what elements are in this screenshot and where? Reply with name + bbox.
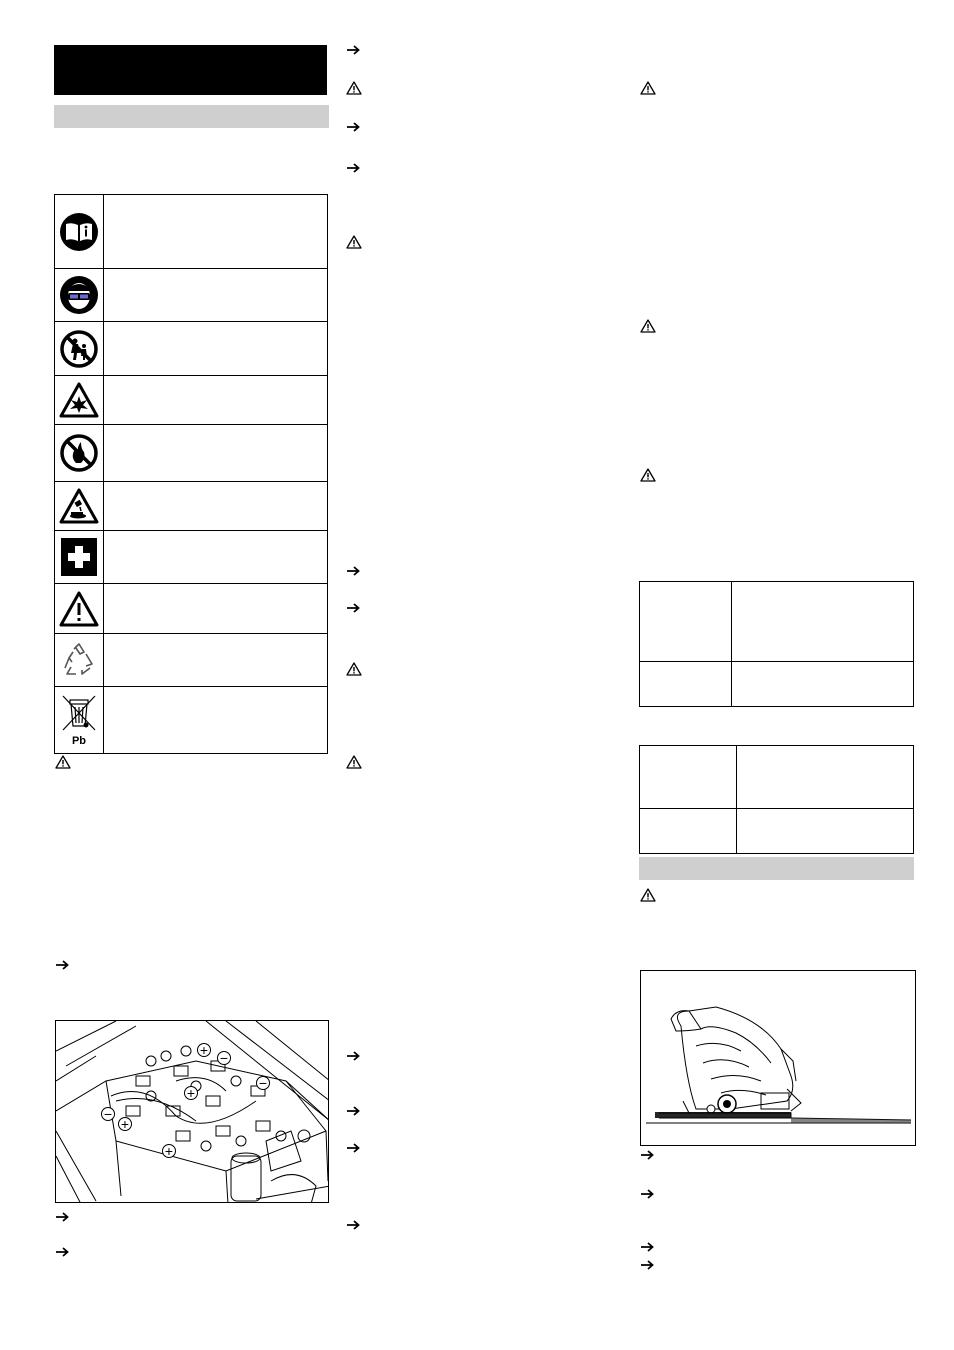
section-heading-bar <box>54 105 329 128</box>
symbol-row <box>55 584 327 634</box>
polarity-mark <box>185 1085 198 1101</box>
polarity-mark <box>198 1042 211 1058</box>
arrow-right-icon <box>640 1240 656 1254</box>
warning-triangle-icon <box>346 755 362 769</box>
svg-text:+: + <box>186 1085 196 1101</box>
read-manual-icon <box>59 212 99 252</box>
arrow-right-icon <box>346 564 362 578</box>
recycling-icon <box>59 640 99 680</box>
arrow-right-icon <box>55 1210 71 1224</box>
table-row <box>640 582 913 662</box>
arrow-right-icon <box>346 43 362 57</box>
arrow-right-icon <box>346 1049 362 1063</box>
info-table-1 <box>639 581 914 707</box>
polarity-mark <box>119 1116 132 1132</box>
symbol-row <box>55 531 327 584</box>
section-title-block <box>54 45 327 95</box>
symbol-row <box>55 425 327 482</box>
keep-children-away-icon <box>59 329 99 369</box>
warning-triangle-icon <box>640 468 656 482</box>
symbol-row <box>55 376 327 425</box>
arrow-right-icon <box>55 1245 71 1259</box>
warning-triangle-icon <box>640 319 656 333</box>
table-row <box>640 662 913 706</box>
section-heading-bar <box>639 857 914 880</box>
explosion-hazard-icon <box>59 382 99 418</box>
battery-illustration <box>56 1021 329 1203</box>
general-warning-icon <box>59 591 99 627</box>
svg-text:+: + <box>199 1042 209 1058</box>
warning-triangle-icon <box>55 755 71 769</box>
pb-label: Pb <box>71 735 87 747</box>
eye-protection-icon <box>59 275 99 315</box>
crossed-bin-pb-icon <box>59 692 99 748</box>
symbol-row <box>55 195 327 269</box>
safety-symbols-table <box>54 194 328 754</box>
svg-text:+: + <box>164 1143 174 1159</box>
battery-compartment-figure <box>55 1020 329 1203</box>
corrosive-acid-icon <box>59 488 99 524</box>
arrow-right-icon <box>346 161 362 175</box>
svg-text:−: − <box>258 1075 268 1091</box>
symbol-row <box>55 269 327 322</box>
arrow-right-icon <box>346 601 362 615</box>
svg-text:−: − <box>103 1106 113 1122</box>
info-table-2 <box>639 745 914 854</box>
symbol-row <box>55 482 327 531</box>
warning-triangle-icon <box>640 888 656 902</box>
warning-triangle-icon <box>346 81 362 95</box>
table-row <box>640 746 913 809</box>
symbol-row <box>55 634 327 687</box>
arrow-right-icon <box>640 1258 656 1272</box>
warning-triangle-icon <box>346 662 362 676</box>
arrow-right-icon <box>55 958 71 972</box>
arrow-right-icon <box>346 1104 362 1118</box>
table-row <box>640 809 913 853</box>
scrubber-machine-illustration <box>641 971 916 1146</box>
arrow-right-icon <box>346 1218 362 1232</box>
svg-text:+: + <box>120 1116 130 1132</box>
warning-triangle-icon <box>346 235 362 249</box>
arrow-right-icon <box>640 1187 656 1201</box>
warning-triangle-icon <box>640 81 656 95</box>
polarity-mark <box>218 1050 231 1066</box>
first-aid-icon <box>60 537 98 577</box>
no-fire-smoking-icon <box>59 433 99 473</box>
arrow-right-icon <box>640 1148 656 1162</box>
arrow-right-icon <box>346 1141 362 1155</box>
svg-text:−: − <box>219 1050 229 1066</box>
symbol-row <box>55 687 327 753</box>
machine-ramp-figure <box>640 970 916 1146</box>
symbol-row <box>55 322 327 376</box>
arrow-right-icon <box>346 120 362 134</box>
